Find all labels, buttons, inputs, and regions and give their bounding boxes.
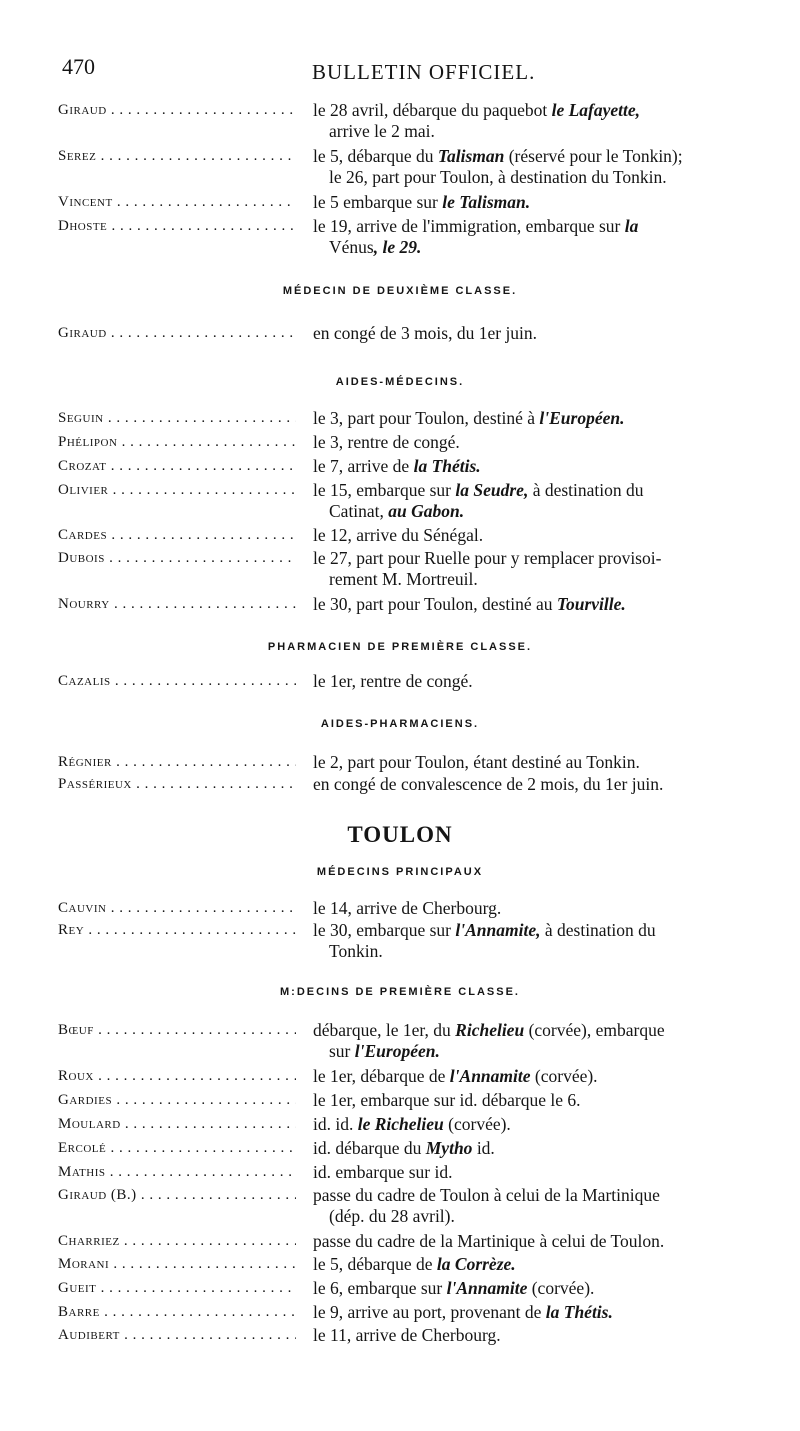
- entry-line: [313, 1278, 758, 1299]
- officer-name: Cardes . . .: [58, 525, 296, 546]
- entry-line: [313, 480, 758, 501]
- italic-run: l'Annamite: [449, 1066, 531, 1086]
- entry-text: [313, 548, 758, 590]
- text-run: le 28 avril, débarque du paquebot: [313, 100, 552, 120]
- personnel-entry: [58, 408, 758, 429]
- entry-text: [313, 525, 758, 546]
- officer-name: Ercolé . . .: [58, 1138, 296, 1159]
- entry-line: [313, 594, 758, 615]
- italic-run: la Thétis.: [413, 456, 481, 476]
- entry-line-continued: [313, 941, 758, 962]
- italic-run: le Richelieu: [357, 1114, 444, 1134]
- officer-name: Mathis . . .: [58, 1162, 296, 1183]
- officer-name: Crozat . . .: [58, 456, 296, 477]
- personnel-entry: [58, 774, 758, 795]
- entry-text: [313, 146, 758, 188]
- text-run: le 12, arrive du Sénégal.: [313, 525, 484, 545]
- entry-line: [313, 100, 758, 121]
- text-run: passe du cadre de Toulon à celui de la Martinique: [313, 1185, 660, 1205]
- officer-name: Audibert . . .: [58, 1325, 296, 1346]
- text-run: le 26, part pour Toulon, à destination du Tonkin.: [329, 167, 667, 187]
- entry-text: [313, 456, 758, 477]
- text-run: Catinat,: [329, 501, 384, 521]
- running-header: BULLETIN OFFICIEL.: [312, 60, 536, 84]
- entry-line: [313, 432, 758, 453]
- text-run: id. id.: [313, 1114, 358, 1134]
- section-heading: MÉDECINS PRINCIPAUX: [316, 866, 484, 878]
- entry-line: [313, 1185, 758, 1206]
- officer-name: Barre . . .: [58, 1302, 296, 1323]
- personnel-entry: [58, 548, 758, 590]
- text-run: en congé de convalescence de 2 mois, du 1er juin.: [313, 774, 664, 794]
- entry-line-continued: [313, 1206, 758, 1227]
- personnel-entry: [58, 594, 758, 615]
- entry-line-continued: [313, 1041, 758, 1062]
- officer-name: Dhoste . . .: [58, 216, 296, 237]
- personnel-entry: [58, 146, 758, 188]
- personnel-entry: [58, 100, 758, 142]
- entry-text: [313, 1325, 758, 1346]
- officer-name: Moulard . . .: [58, 1114, 296, 1135]
- entry-line: [313, 1231, 758, 1252]
- italic-run: l'Annamite: [446, 1278, 528, 1298]
- entry-text: [313, 671, 758, 692]
- officer-name: Vincent . . .: [58, 192, 296, 213]
- entry-text: [313, 1278, 758, 1299]
- entry-line: [313, 1020, 758, 1041]
- text-run: le 3, rentre de congé.: [313, 432, 460, 452]
- entry-text: [313, 323, 758, 344]
- personnel-entry: [58, 1138, 758, 1159]
- personnel-entry: [58, 1231, 758, 1252]
- officer-name: Cazalis . . .: [58, 671, 296, 692]
- entry-text: [313, 774, 758, 795]
- text-run: débarque, le 1er, du: [313, 1020, 456, 1040]
- entry-line: [313, 456, 758, 477]
- italic-run: la: [624, 216, 639, 236]
- text-run: Tonkin.: [329, 941, 383, 961]
- personnel-entry: [58, 1162, 758, 1183]
- personnel-entry: [58, 432, 758, 453]
- text-run: le 15, embarque sur: [313, 480, 456, 500]
- personnel-entry: [58, 1066, 758, 1087]
- text-run: (réservé pour le Tonkin);: [504, 146, 683, 166]
- entry-line-continued: [313, 237, 758, 258]
- text-run: le 1er, embarque sur id. débarque le 6.: [313, 1090, 581, 1110]
- entry-line: [313, 1138, 758, 1159]
- entry-line: [313, 525, 758, 546]
- personnel-entry: [58, 525, 758, 546]
- officer-name: Olivier . . .: [58, 480, 296, 501]
- entry-text: [313, 480, 758, 522]
- officer-name: Dubois . . .: [58, 548, 296, 569]
- officer-name: Charriez . . .: [58, 1231, 296, 1252]
- text-run: le 6, embarque sur: [313, 1278, 447, 1298]
- entry-text: [313, 920, 758, 962]
- text-run: le 5, débarque de: [313, 1254, 437, 1274]
- officer-name: Gardies . . .: [58, 1090, 296, 1111]
- entry-line: [313, 1114, 758, 1135]
- entry-text: [313, 594, 758, 615]
- entry-text: [313, 1231, 758, 1252]
- text-run: (dép. du 28 avril).: [329, 1206, 455, 1226]
- section-heading: M:DECINS DE PREMIÈRE CLASSE.: [280, 986, 520, 998]
- officer-name: Serez . . .: [58, 146, 296, 167]
- officer-name: Morani . . .: [58, 1254, 296, 1275]
- page-number: 470: [62, 54, 95, 79]
- text-run: le 19, arrive de l'immigration, embarque sur: [313, 216, 625, 236]
- personnel-entry: [58, 1278, 758, 1299]
- officer-name: Passérieux . . .: [58, 774, 296, 795]
- personnel-entry: [58, 1302, 758, 1323]
- personnel-entry: [58, 752, 758, 773]
- officer-name: Seguin . . .: [58, 408, 296, 429]
- italic-run: la Thétis.: [545, 1302, 613, 1322]
- entry-line: [313, 898, 758, 919]
- entry-line: [313, 920, 758, 941]
- officer-name: Giraud . . .: [58, 100, 296, 121]
- italic-run: au Gabon.: [383, 501, 465, 521]
- text-run: arrive le 2 mai.: [329, 121, 435, 141]
- entry-line: [313, 1325, 758, 1346]
- text-run: (corvée).: [530, 1066, 598, 1086]
- text-run: le 27, part pour Ruelle pour y remplacer provisoi-: [313, 548, 662, 568]
- text-run: à destination du: [528, 480, 644, 500]
- text-run: passe du cadre de la Martinique à celui de Toulon.: [313, 1231, 665, 1251]
- entry-line: [313, 408, 758, 429]
- entry-text: [313, 752, 758, 773]
- entry-line-continued: [313, 121, 758, 142]
- personnel-entry: [58, 1325, 758, 1346]
- entry-text: [313, 1114, 758, 1135]
- italic-run: Tourville.: [556, 594, 626, 614]
- text-run: le 7, arrive de: [313, 456, 414, 476]
- entry-line-continued: [313, 167, 758, 188]
- entry-line: [313, 548, 758, 569]
- entry-line: [313, 192, 758, 213]
- italic-run: le Talisman.: [442, 192, 531, 212]
- officer-name: Cauvin . . .: [58, 898, 296, 919]
- text-run: à destination du: [540, 920, 656, 940]
- personnel-entry: [58, 480, 758, 522]
- entry-text: [313, 216, 758, 258]
- text-run: le 1er, débarque de: [313, 1066, 450, 1086]
- entry-text: [313, 408, 758, 429]
- personnel-entry: [58, 1114, 758, 1135]
- text-run: (corvée), embarque: [524, 1020, 665, 1040]
- officer-name: Bœuf . . .: [58, 1020, 296, 1041]
- officer-name: Phélipon . . .: [58, 432, 296, 453]
- text-run: rement M. Mortreuil.: [329, 569, 478, 589]
- officer-name: Giraud . . .: [58, 323, 296, 344]
- entry-line: [313, 1254, 758, 1275]
- personnel-entry: [58, 1090, 758, 1111]
- entry-line: [313, 1066, 758, 1087]
- italic-run: l'Européen.: [539, 408, 625, 428]
- personnel-entry: [58, 898, 758, 919]
- officer-name: Régnier . . .: [58, 752, 296, 773]
- text-run: le 9, arrive au port, provenant de: [313, 1302, 546, 1322]
- entry-text: [313, 1020, 758, 1062]
- entry-line: [313, 1302, 758, 1323]
- text-run: sur: [329, 1041, 355, 1061]
- officer-name: Giraud (B.) . . .: [58, 1185, 296, 1206]
- entry-text: [313, 1066, 758, 1087]
- text-run: le 2, part pour Toulon, étant destiné au Tonkin.: [313, 752, 640, 772]
- personnel-entry: [58, 671, 758, 692]
- entry-line: [313, 1090, 758, 1111]
- entry-text: [313, 192, 758, 213]
- entry-line: [313, 774, 758, 795]
- italic-run: Talisman: [437, 146, 505, 166]
- section-heading: MÉDECIN DE DEUXIÈME CLASSE.: [282, 285, 518, 297]
- entry-text: [313, 432, 758, 453]
- entry-line: [313, 323, 758, 344]
- entry-line: [313, 146, 758, 167]
- text-run: le 3, part pour Toulon, destiné à: [313, 408, 540, 428]
- italic-run: , le 29.: [373, 237, 422, 257]
- text-run: Vénus: [329, 237, 374, 257]
- italic-run: la Corrèze.: [436, 1254, 516, 1274]
- text-run: le 30, part pour Toulon, destiné au: [313, 594, 557, 614]
- text-run: le 11, arrive de Cherbourg.: [313, 1325, 501, 1345]
- personnel-entry: [58, 216, 758, 258]
- entry-line: [313, 671, 758, 692]
- officer-name: Roux . . .: [58, 1066, 296, 1087]
- personnel-entry: [58, 1185, 758, 1227]
- personnel-entry: [58, 1254, 758, 1275]
- entry-text: [313, 1302, 758, 1323]
- italic-run: l'Européen.: [354, 1041, 440, 1061]
- text-run: le 30, embarque sur: [313, 920, 456, 940]
- text-run: (corvée).: [443, 1114, 511, 1134]
- text-run: (corvée).: [527, 1278, 595, 1298]
- entry-text: [313, 1090, 758, 1111]
- entry-line: [313, 1162, 758, 1183]
- italic-run: l'Annamite,: [455, 920, 541, 940]
- personnel-entry: [58, 1020, 758, 1062]
- officer-name: Gueit . . .: [58, 1278, 296, 1299]
- entry-text: [313, 1138, 758, 1159]
- section-heading: PHARMACIEN DE PREMIÈRE CLASSE.: [267, 641, 533, 653]
- officer-name: Rey . . .: [58, 920, 296, 941]
- text-run: id. embarque sur id.: [313, 1162, 453, 1182]
- entry-text: [313, 1185, 758, 1227]
- entry-text: [313, 100, 758, 142]
- entry-text: [313, 898, 758, 919]
- italic-run: Richelieu: [455, 1020, 525, 1040]
- italic-run: Mytho: [425, 1138, 473, 1158]
- entry-text: [313, 1162, 758, 1183]
- entry-line-continued: [313, 501, 758, 522]
- personnel-entry: [58, 192, 758, 213]
- entry-text: [313, 1254, 758, 1275]
- text-run: le 5, débarque du: [313, 146, 438, 166]
- personnel-entry: [58, 323, 758, 344]
- entry-line-continued: [313, 569, 758, 590]
- entry-line: [313, 216, 758, 237]
- text-run: id. débarque du: [313, 1138, 426, 1158]
- italic-run: la Seudre,: [455, 480, 529, 500]
- personnel-entry: [58, 920, 758, 962]
- text-run: en congé de 3 mois, du 1er juin.: [313, 323, 538, 343]
- section-heading: AIDES-MÉDECINS.: [335, 376, 465, 388]
- text-run: le 14, arrive de Cherbourg.: [313, 898, 502, 918]
- personnel-entry: [58, 456, 758, 477]
- text-run: le 1er, rentre de congé.: [313, 671, 473, 691]
- text-run: le 5 embarque sur: [313, 192, 443, 212]
- officer-name: Nourry . . .: [58, 594, 296, 615]
- text-run: id.: [472, 1138, 495, 1158]
- section-heading: AIDES-PHARMACIENS.: [320, 718, 480, 730]
- entry-line: [313, 752, 758, 773]
- italic-run: le Lafayette,: [551, 100, 641, 120]
- city-heading: TOULON: [347, 822, 453, 847]
